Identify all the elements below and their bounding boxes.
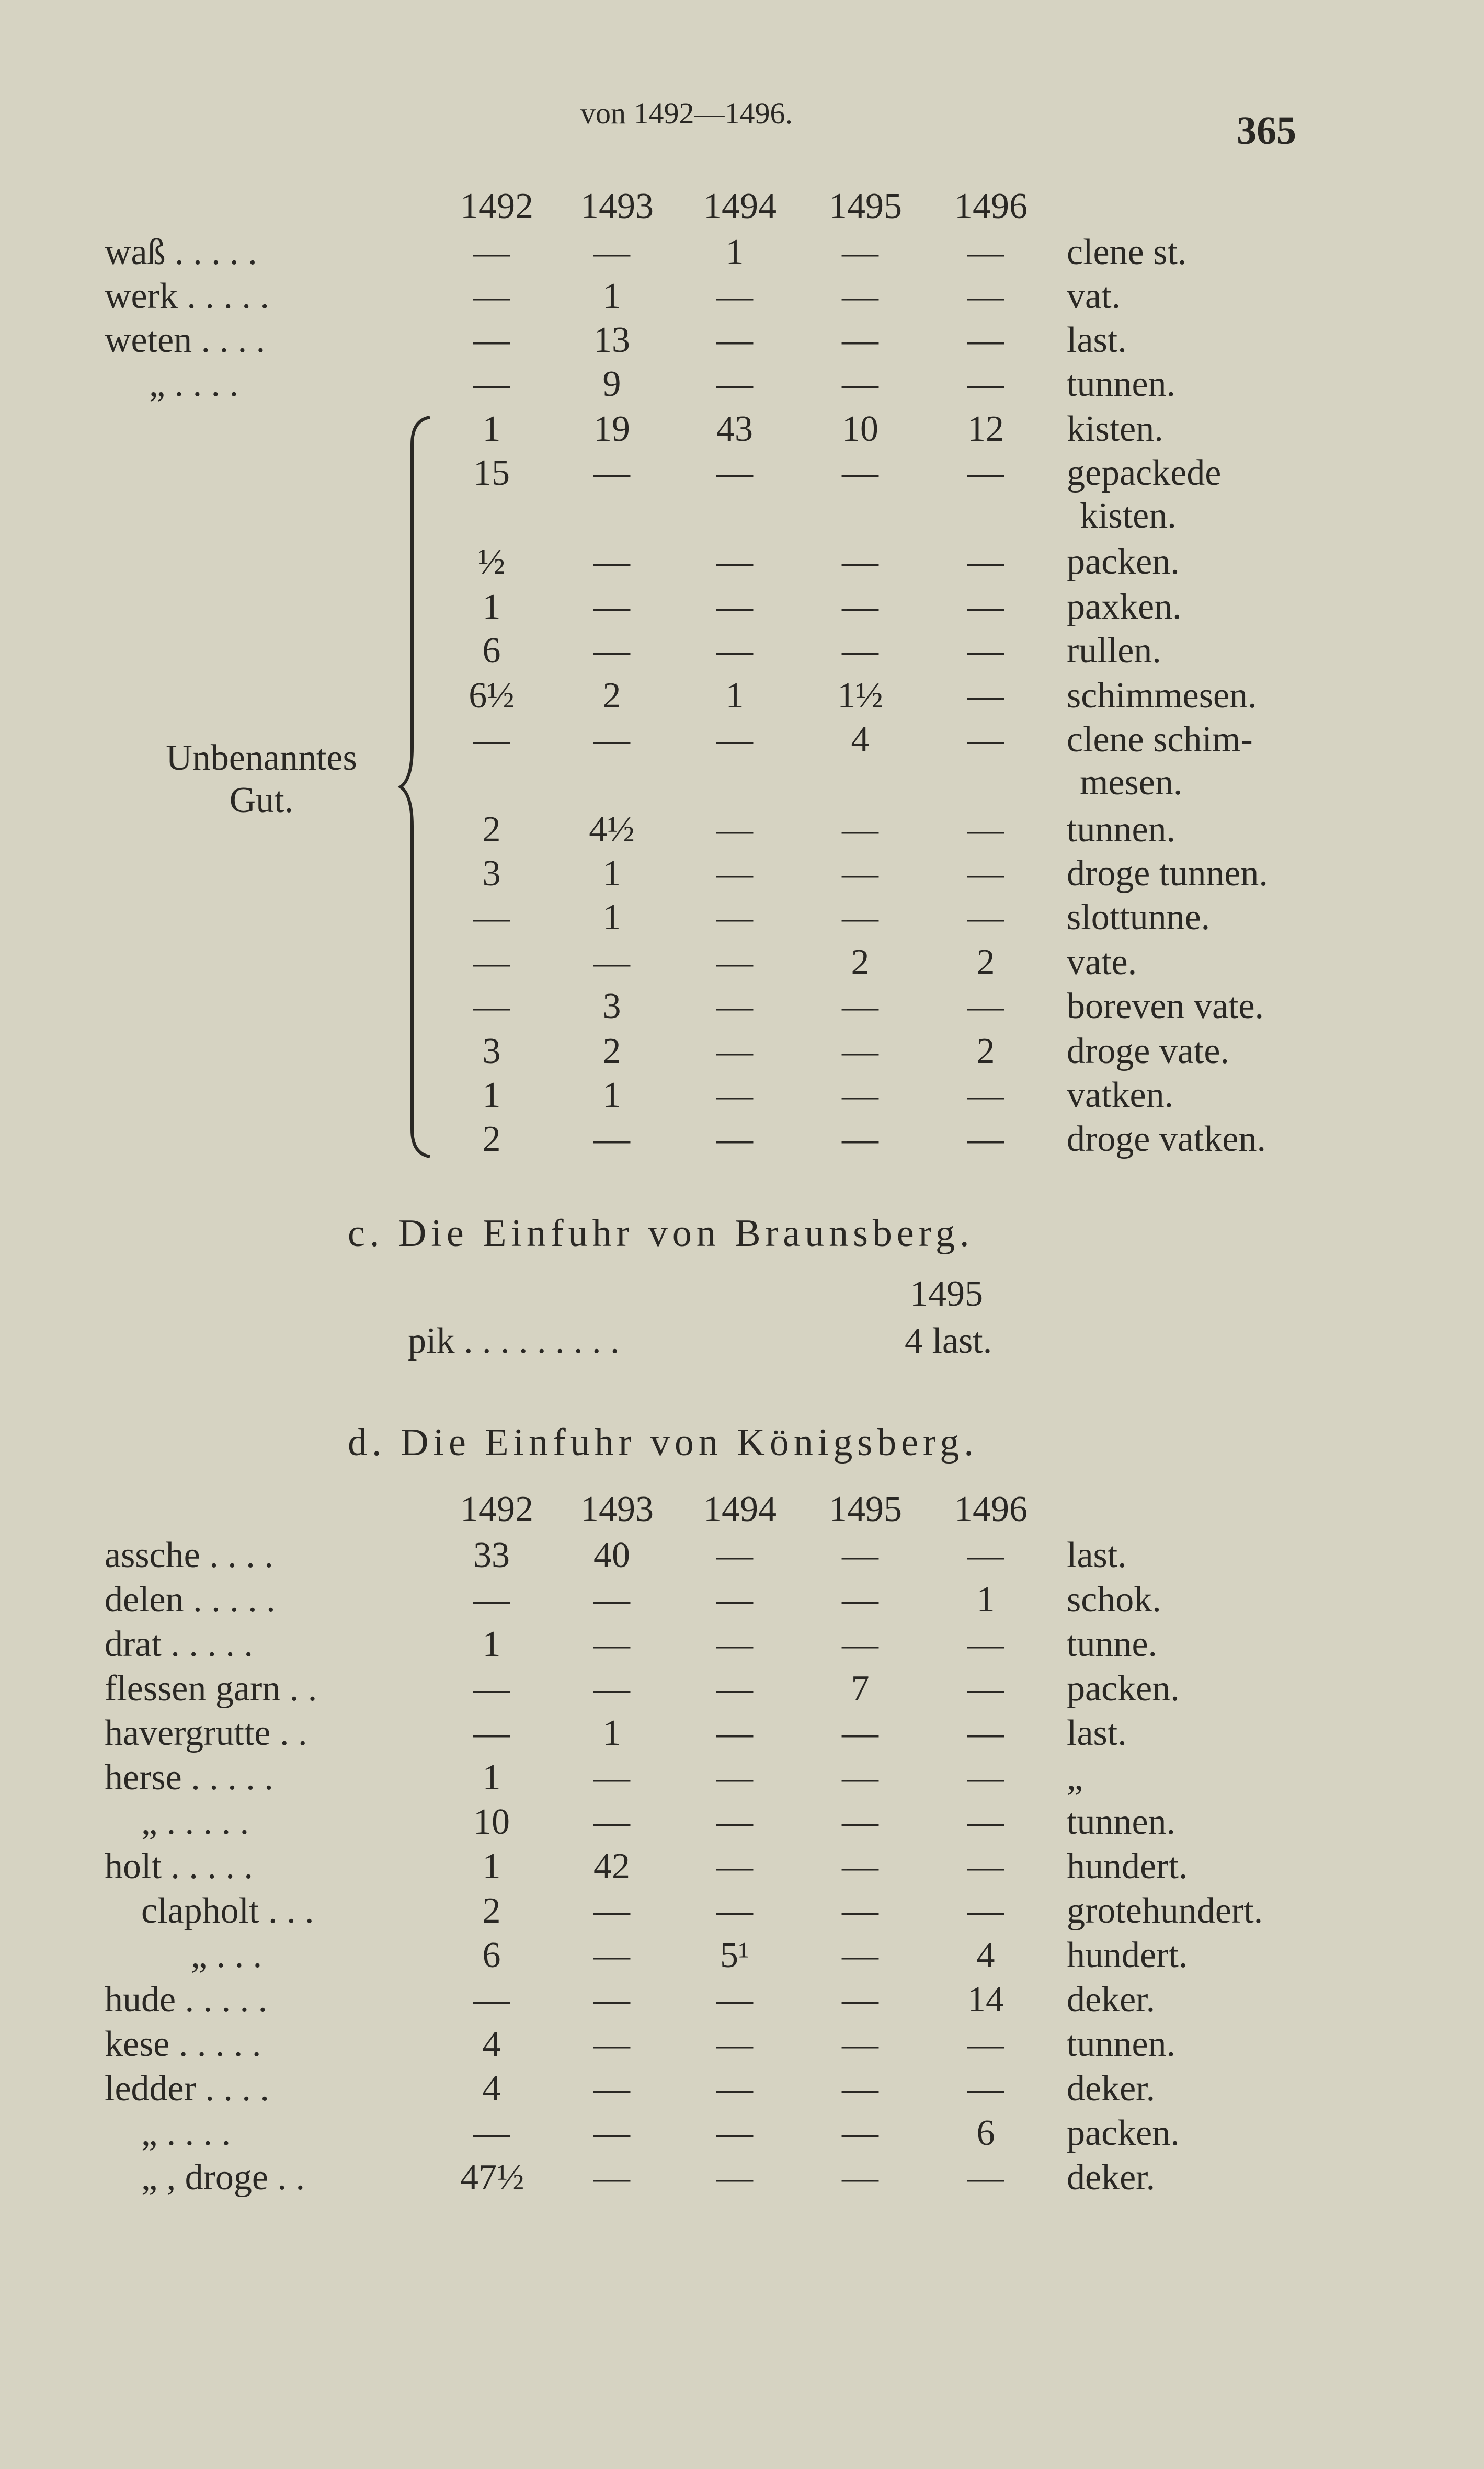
table-row xyxy=(0,633,1484,677)
group-label-line: Gut. xyxy=(229,780,294,820)
cell: 1 xyxy=(602,897,621,938)
row-label: „ . . . . . xyxy=(141,1802,249,1842)
year-1495: 1495 xyxy=(829,1489,902,1529)
cell: 4 xyxy=(976,1935,995,1975)
section-d-title: d. Die Einfuhr von Königsberg. xyxy=(348,1421,978,1464)
section-d-year-header xyxy=(0,1491,1484,1535)
cell: 14 xyxy=(967,1980,1004,2020)
row-unit: tunnen. xyxy=(1067,809,1176,850)
cell: — xyxy=(842,853,878,894)
cell: — xyxy=(716,453,753,493)
cell: — xyxy=(967,631,1004,671)
cell: — xyxy=(967,1668,1004,1709)
cell: — xyxy=(473,1713,510,1753)
row-unit: grotehundert. xyxy=(1067,1891,1263,1931)
cell: — xyxy=(593,2068,630,2109)
row-label: clapholt . . . xyxy=(141,1891,314,1931)
cell: 2 xyxy=(602,1031,621,1071)
cell: — xyxy=(716,320,753,360)
cell: — xyxy=(967,897,1004,938)
row-unit: clene st. xyxy=(1067,232,1187,272)
cell: — xyxy=(716,1031,753,1071)
cell: 2 xyxy=(482,809,501,850)
cell: 4 xyxy=(482,2068,501,2109)
cell: 6 xyxy=(976,2113,995,2153)
cell: — xyxy=(716,1980,753,2020)
cell: — xyxy=(593,1935,630,1975)
cell: 1 xyxy=(482,1624,501,1664)
row-unit: packen. xyxy=(1067,1668,1180,1709)
table-row xyxy=(0,899,1484,943)
cell: — xyxy=(967,2024,1004,2064)
year-1494: 1494 xyxy=(703,186,777,226)
cell: — xyxy=(593,1580,630,1620)
cell: — xyxy=(967,1119,1004,1159)
year-1495: 1495 xyxy=(829,186,902,226)
cell: — xyxy=(967,364,1004,404)
year-1496: 1496 xyxy=(954,1489,1028,1529)
cell: 2 xyxy=(482,1891,501,1931)
row-unit: „ xyxy=(1067,1757,1083,1798)
cell: — xyxy=(593,1119,630,1159)
row-unit: hundert. xyxy=(1067,1846,1188,1887)
row-label: drat . . . . . xyxy=(105,1624,253,1664)
cell: — xyxy=(842,2157,878,2198)
cell: — xyxy=(716,2157,753,2198)
cell: — xyxy=(967,2157,1004,2198)
row-unit: clene schim- xyxy=(1067,719,1253,760)
cell: — xyxy=(716,1624,753,1664)
cell: — xyxy=(967,1802,1004,1842)
cell: 3 xyxy=(602,986,621,1026)
row-label: „ . . . . xyxy=(141,2113,231,2153)
cell: — xyxy=(593,1624,630,1664)
cell: 13 xyxy=(593,320,630,360)
cell: — xyxy=(716,897,753,938)
cell: — xyxy=(967,853,1004,894)
cell: — xyxy=(473,1980,510,2020)
cell: ½ xyxy=(477,542,506,582)
cell: 1 xyxy=(482,1757,501,1798)
table-row xyxy=(0,453,1484,536)
cell: 1 xyxy=(725,232,744,272)
cell: — xyxy=(473,1580,510,1620)
cell: — xyxy=(967,587,1004,627)
cell: — xyxy=(716,809,753,850)
cell: — xyxy=(842,320,878,360)
row-label: kese . . . . . xyxy=(105,2024,261,2064)
cell: — xyxy=(967,232,1004,272)
cell: 12 xyxy=(967,409,1004,449)
table-row xyxy=(0,544,1484,588)
cell: — xyxy=(593,942,630,982)
cell: 2 xyxy=(602,676,621,716)
cell: — xyxy=(716,2024,753,2064)
cell: — xyxy=(842,897,878,938)
table-row xyxy=(0,1804,1484,1848)
table-row xyxy=(0,1937,1484,1981)
cell: — xyxy=(967,453,1004,493)
cell: — xyxy=(473,320,510,360)
section-c-title: c. Die Einfuhr von Braunsberg. xyxy=(348,1212,974,1255)
row-label: hude . . . . . xyxy=(105,1980,268,2020)
cell: 2 xyxy=(976,1031,995,1071)
row-label: „ , droge . . xyxy=(141,2157,305,2198)
cell: — xyxy=(842,587,878,627)
cell: — xyxy=(842,1535,878,1575)
cell: 6 xyxy=(482,1935,501,1975)
cell: 1 xyxy=(602,1713,621,1753)
table-row xyxy=(0,2068,1484,2114)
cell: 1 xyxy=(725,676,744,716)
cell: — xyxy=(716,587,753,627)
row-label: werk . . . . . xyxy=(105,276,269,316)
cell: — xyxy=(842,453,878,493)
table-row xyxy=(0,2115,1484,2159)
cell: 4 xyxy=(482,2024,501,2064)
table-row xyxy=(0,1537,1484,1581)
row-unit: vate. xyxy=(1067,942,1137,982)
cell: — xyxy=(842,1713,878,1753)
row-unit: rullen. xyxy=(1067,631,1161,671)
cell: — xyxy=(842,631,878,671)
row-label: holt . . . . . xyxy=(105,1846,253,1887)
row-label: waß . . . . . xyxy=(105,232,257,272)
cell: — xyxy=(967,276,1004,316)
row-label: delen . . . . . xyxy=(105,1580,276,1620)
table-row xyxy=(0,411,1484,455)
cell: — xyxy=(967,809,1004,850)
cell: — xyxy=(967,320,1004,360)
cell: — xyxy=(473,2113,510,2153)
cell: 1 xyxy=(482,1846,501,1887)
cell: — xyxy=(593,453,630,493)
cell: — xyxy=(716,1075,753,1115)
year-1492: 1492 xyxy=(460,1489,533,1529)
table-row xyxy=(0,1893,1484,1937)
cell: — xyxy=(842,809,878,850)
year-1492: 1492 xyxy=(460,186,533,226)
cell: — xyxy=(716,542,753,582)
cell: — xyxy=(842,1580,878,1620)
cell: 3 xyxy=(482,1031,501,1071)
cell: — xyxy=(842,1031,878,1071)
cell: — xyxy=(967,1713,1004,1753)
cell: — xyxy=(842,1119,878,1159)
cell: 42 xyxy=(593,1846,630,1887)
row-unit: tunnen. xyxy=(1067,2024,1176,2064)
cell: 33 xyxy=(473,1535,510,1575)
table-row xyxy=(0,1077,1484,1121)
year-1493: 1493 xyxy=(580,1489,654,1529)
table-row xyxy=(0,234,1484,278)
year-1496: 1496 xyxy=(954,186,1028,226)
row-unit: boreven vate. xyxy=(1067,986,1264,1026)
row-label: „ . . . . xyxy=(149,364,239,404)
cell: — xyxy=(716,631,753,671)
cell: 15 xyxy=(473,453,510,493)
cell: — xyxy=(716,1713,753,1753)
page-number: 365 xyxy=(1237,109,1296,153)
group-label-line: Unbenanntes xyxy=(166,738,357,778)
cell: — xyxy=(967,676,1004,716)
cell: — xyxy=(842,1846,878,1887)
row-unit: droge tunnen. xyxy=(1067,853,1268,894)
cell: — xyxy=(716,2113,753,2153)
row-unit: hundert. xyxy=(1067,1935,1188,1975)
cell: — xyxy=(842,542,878,582)
cell: 9 xyxy=(602,364,621,404)
row-label: „ . . . xyxy=(191,1935,262,1975)
table-row xyxy=(0,322,1484,366)
cell: — xyxy=(967,719,1004,760)
row-unit: tunne. xyxy=(1067,1624,1158,1664)
table-row xyxy=(0,2159,1484,2203)
table-row xyxy=(0,988,1484,1032)
cell: — xyxy=(716,1802,753,1842)
table-row xyxy=(0,1582,1484,1626)
running-title: von 1492—1496. xyxy=(580,96,793,130)
cell: — xyxy=(842,2024,878,2064)
row-unit: droge vatken. xyxy=(1067,1119,1266,1159)
section-c-year: 1495 xyxy=(910,1274,983,1314)
cell: — xyxy=(967,542,1004,582)
cell: — xyxy=(842,1757,878,1798)
cell: — xyxy=(593,1757,630,1798)
cell: — xyxy=(716,986,753,1026)
table-row xyxy=(0,1759,1484,1803)
cell: — xyxy=(716,719,753,760)
row-label: assche . . . . xyxy=(105,1535,273,1575)
year-1493: 1493 xyxy=(580,186,654,226)
cell: 1 xyxy=(602,276,621,316)
cell: 1 xyxy=(482,587,501,627)
cell: 5¹ xyxy=(720,1935,749,1975)
cell: 1 xyxy=(482,1075,501,1115)
cell: — xyxy=(842,1980,878,2020)
cell: 2 xyxy=(976,942,995,982)
row-unit-continuation: mesen. xyxy=(1080,762,1183,803)
cell: — xyxy=(842,1935,878,1975)
cell: — xyxy=(593,1980,630,2020)
row-unit: packen. xyxy=(1067,2113,1180,2153)
table-row xyxy=(0,811,1484,855)
cell: — xyxy=(473,719,510,760)
row-unit: last. xyxy=(1067,1713,1127,1753)
cell: — xyxy=(967,1624,1004,1664)
row-unit: last. xyxy=(1067,1535,1127,1575)
cell: 3 xyxy=(482,853,501,894)
row-label: flessen garn . . xyxy=(105,1668,317,1709)
cell: — xyxy=(473,1668,510,1709)
cell: — xyxy=(967,1757,1004,1798)
cell: 10 xyxy=(842,409,878,449)
row-label: herse . . . . . xyxy=(105,1757,273,1798)
row-unit: droge vate. xyxy=(1067,1031,1229,1071)
row-unit: vatken. xyxy=(1067,1075,1174,1115)
cell: — xyxy=(473,364,510,404)
cell: 19 xyxy=(593,409,630,449)
cell: — xyxy=(716,1891,753,1931)
cell: — xyxy=(842,276,878,316)
cell: 6½ xyxy=(469,676,515,716)
table-row xyxy=(0,944,1484,988)
row-unit-continuation: kisten. xyxy=(1080,496,1177,536)
cell: 1 xyxy=(602,853,621,894)
cell: — xyxy=(716,853,753,894)
cell: — xyxy=(593,2024,630,2064)
cell: 1½ xyxy=(837,676,883,716)
cell: 47½ xyxy=(460,2157,524,2198)
cell: 2 xyxy=(482,1119,501,1159)
cell: 7 xyxy=(851,1668,870,1709)
cell: — xyxy=(967,2068,1004,2109)
row-label: havergrutte . . xyxy=(105,1713,307,1753)
cell: — xyxy=(716,1757,753,1798)
cell: — xyxy=(473,942,510,982)
table-row xyxy=(0,678,1484,722)
cell: — xyxy=(716,1580,753,1620)
row-unit: schok. xyxy=(1067,1580,1161,1620)
year-1494: 1494 xyxy=(703,1489,777,1529)
table-row xyxy=(0,278,1484,322)
cell: — xyxy=(967,1075,1004,1115)
cell: — xyxy=(593,631,630,671)
row-value: 4 last. xyxy=(905,1321,992,1361)
cell: — xyxy=(593,232,630,272)
cell: — xyxy=(473,986,510,1026)
table-row xyxy=(0,1715,1484,1759)
row-unit: slottunne. xyxy=(1067,897,1211,938)
cell: — xyxy=(967,986,1004,1026)
row-label: pik . . . . . . . . . xyxy=(408,1321,620,1361)
cell: — xyxy=(842,1624,878,1664)
cell: — xyxy=(593,1668,630,1709)
row-unit: vat. xyxy=(1067,276,1121,316)
cell: — xyxy=(967,1891,1004,1931)
row-unit: last. xyxy=(1067,320,1127,360)
cell: — xyxy=(593,2157,630,2198)
row-unit: deker. xyxy=(1067,1980,1156,2020)
table-row xyxy=(0,1033,1484,1077)
cell: — xyxy=(593,587,630,627)
row-unit: packen. xyxy=(1067,542,1180,582)
row-unit: kisten. xyxy=(1067,409,1163,449)
row-unit: paxken. xyxy=(1067,587,1182,627)
cell: — xyxy=(842,1802,878,1842)
cell: 10 xyxy=(473,1802,510,1842)
cell: — xyxy=(842,2068,878,2109)
cell: 43 xyxy=(716,409,753,449)
table-row xyxy=(0,589,1484,633)
cell: — xyxy=(716,1535,753,1575)
cell: 4½ xyxy=(589,809,635,850)
table-row xyxy=(0,2026,1484,2070)
row-label: weten . . . . xyxy=(105,320,266,360)
cell: — xyxy=(716,276,753,316)
cell: — xyxy=(593,719,630,760)
cell: — xyxy=(473,897,510,938)
cell: — xyxy=(716,364,753,404)
row-unit: tunnen. xyxy=(1067,364,1176,404)
cell: 4 xyxy=(851,719,870,760)
cell: — xyxy=(716,942,753,982)
cell: 2 xyxy=(851,942,870,982)
cell: — xyxy=(842,232,878,272)
table-row xyxy=(0,366,1484,410)
row-unit: deker. xyxy=(1067,2068,1156,2109)
cell: — xyxy=(967,1535,1004,1575)
cell: — xyxy=(473,276,510,316)
table-row xyxy=(0,1848,1484,1892)
cell: — xyxy=(842,986,878,1026)
cell: — xyxy=(593,1802,630,1842)
cell: — xyxy=(593,2113,630,2153)
cell: — xyxy=(842,1891,878,1931)
cell: — xyxy=(842,1075,878,1115)
cell: — xyxy=(842,2113,878,2153)
cell: 6 xyxy=(482,631,501,671)
table-row xyxy=(0,855,1484,899)
cell: — xyxy=(967,1846,1004,1887)
cell: — xyxy=(473,232,510,272)
cell: — xyxy=(593,1891,630,1931)
top-year-header xyxy=(0,188,1484,232)
cell: 1 xyxy=(976,1580,995,1620)
cell: — xyxy=(716,1119,753,1159)
cell: — xyxy=(716,2068,753,2109)
row-unit: gepackede xyxy=(1067,453,1222,493)
cell: — xyxy=(842,364,878,404)
row-unit: deker. xyxy=(1067,2157,1156,2198)
section-c-row xyxy=(0,1323,1484,1367)
cell: 40 xyxy=(593,1535,630,1575)
row-label: ledder . . . . xyxy=(105,2068,269,2109)
table-row xyxy=(0,1982,1484,2026)
table-row xyxy=(0,1121,1484,1165)
cell: 1 xyxy=(602,1075,621,1115)
table-row xyxy=(0,1626,1484,1670)
cell: 1 xyxy=(482,409,501,449)
cell: — xyxy=(593,542,630,582)
cell: — xyxy=(716,1668,753,1709)
row-unit: schimmesen. xyxy=(1067,676,1257,716)
table-row xyxy=(0,1668,1484,1714)
cell: — xyxy=(716,1846,753,1887)
row-unit: tunnen. xyxy=(1067,1802,1176,1842)
